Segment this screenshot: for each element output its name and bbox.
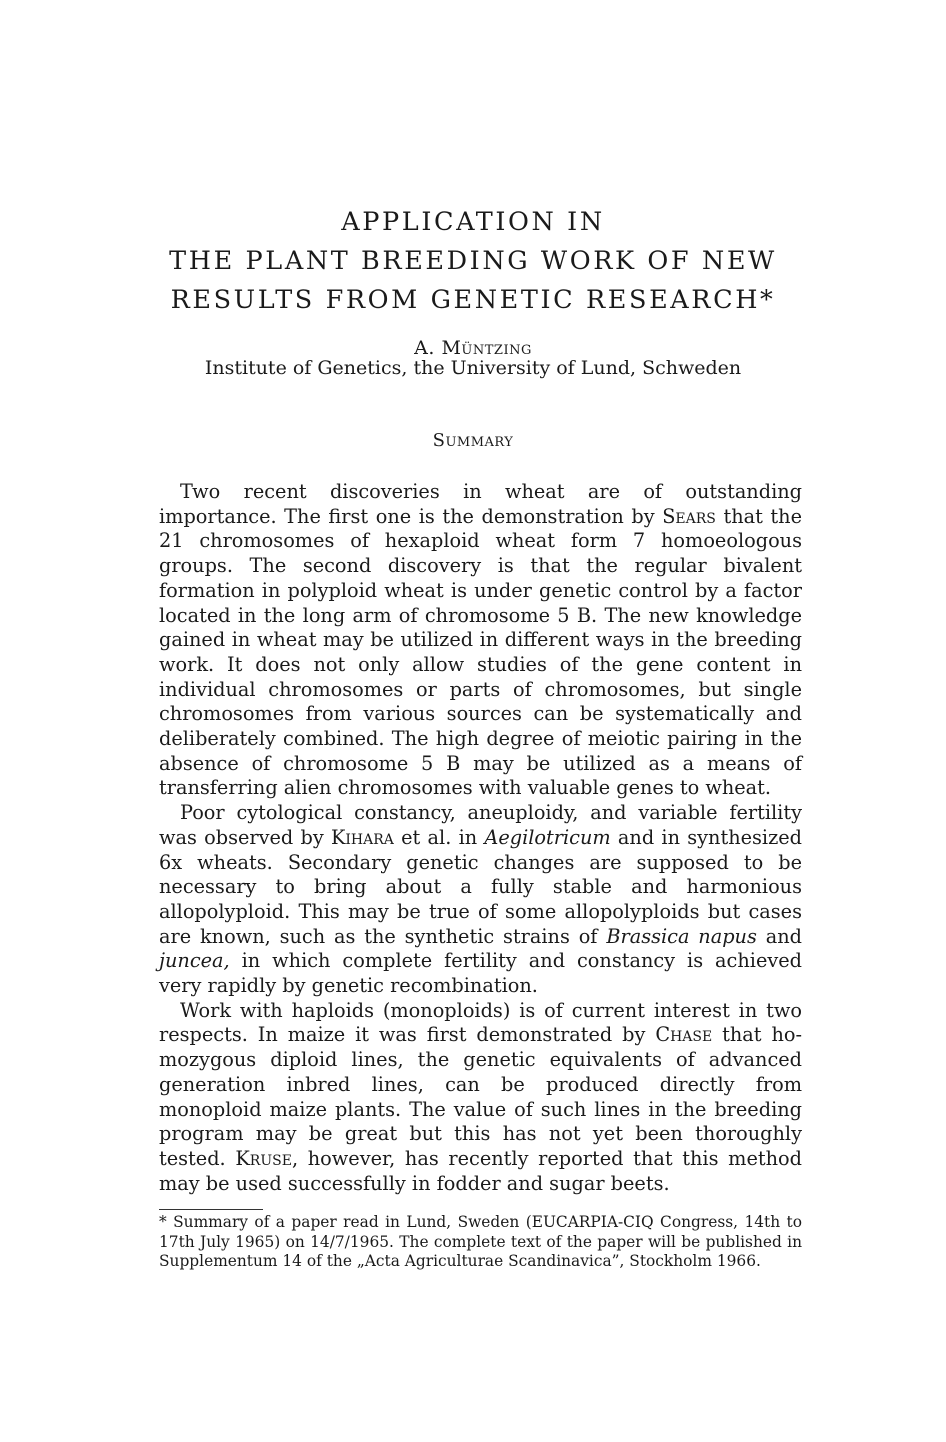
- paragraph-text: and in synthesized 6x wheats. Secondary genetic changes are supposed to be necessary to bring about a fully stable and harmonious allopolyploid. This may be true of some allopolyploids but cases are known, such as the synthetic strains of: [159, 825, 802, 948]
- species-name: Brassica napus: [606, 924, 757, 948]
- title-line-3: RESULTS FROM GENETIC RESEARCH*: [170, 285, 776, 315]
- paragraph-3: [159, 999, 802, 1197]
- paragraph-2: [159, 801, 802, 999]
- paragraph-text: , however, has recently reported that this method may be used successfully in fodder and sugar beets.: [159, 1146, 802, 1195]
- paragraph-text: Two recent discoveries in wheat are of outstanding importance. The first one is the demonstration by: [159, 480, 802, 528]
- paragraph-text: Work with haploids (monoploids) is of current interest in two respects. In maize it was first demonstrated by: [159, 998, 802, 1047]
- paragraph-text: Poor cytological constancy, aneuploidy, and variable fertility was observed by: [159, 801, 802, 849]
- summary-body: [159, 480, 802, 1196]
- footnote: * Summary of a paper read in Lund, Sweden (EUCARPIA-CIQ Congress, 14th to 17th July 1965) on 14/7/1965. The complete text of the paper will be published in Supplementum 14 of the „Acta Agriculturae Scandinavica”, Stockholm 1966.: [159, 1213, 802, 1270]
- paper-title: [150, 203, 796, 320]
- author-ref-kihara: Kihara: [330, 825, 394, 849]
- author-ref-kruse: Kruse: [235, 1146, 292, 1170]
- author-name: A. Müntzing: [414, 337, 532, 359]
- title-line-2: THE PLANT BREEDING WORK OF NEW: [169, 246, 777, 276]
- species-name: Aegilotricum: [484, 825, 611, 849]
- footnote-divider: [159, 1209, 263, 1210]
- paragraph-1: [159, 480, 802, 801]
- author-affiliation: Institute of Genetics, the University of Lund, Schweden: [204, 357, 742, 379]
- title-line-1: APPLICATION IN: [341, 207, 605, 237]
- summary-heading: Summary: [432, 430, 514, 451]
- paragraph-text: et al. in: [393, 825, 485, 849]
- species-name: juncea,: [159, 949, 230, 973]
- paragraph-text: that homozygous diploid lines, the genetic equivalents of advanced generation inbred lines, can be produced directly from monoploid maize plants. The value of such lines in the breeding program may be great but this has not yet been thoroughly tested.: [159, 1023, 802, 1170]
- paragraph-text: that the 21 chromosomes of hexaploid wheat form 7 homoeologous groups. The second discovery is that the regular bivalent formation in polyploid wheat is under genetic control by a factor located in the long arm of chromosome 5 B. The new knowledge gained in wheat may be utilized in different ways in the breeding work. It does not only allow studies of the gene content in individual chromosomes or parts of chromosomes, but single chromosomes from various sources can be systematically and deliberately combined. The high degree of meiotic pairing in the absence of chromosome 5 B may be utilized as a means of transferring alien chromosomes with valuable genes to wheat.: [159, 504, 803, 800]
- paragraph-text: and: [756, 924, 802, 948]
- author-ref-chase: Chase: [655, 1023, 713, 1047]
- paragraph-text: in which complete fertility and constancy is achieved very rapidly by genetic recombination.: [159, 949, 802, 998]
- author-ref-sears: Sears: [662, 504, 716, 528]
